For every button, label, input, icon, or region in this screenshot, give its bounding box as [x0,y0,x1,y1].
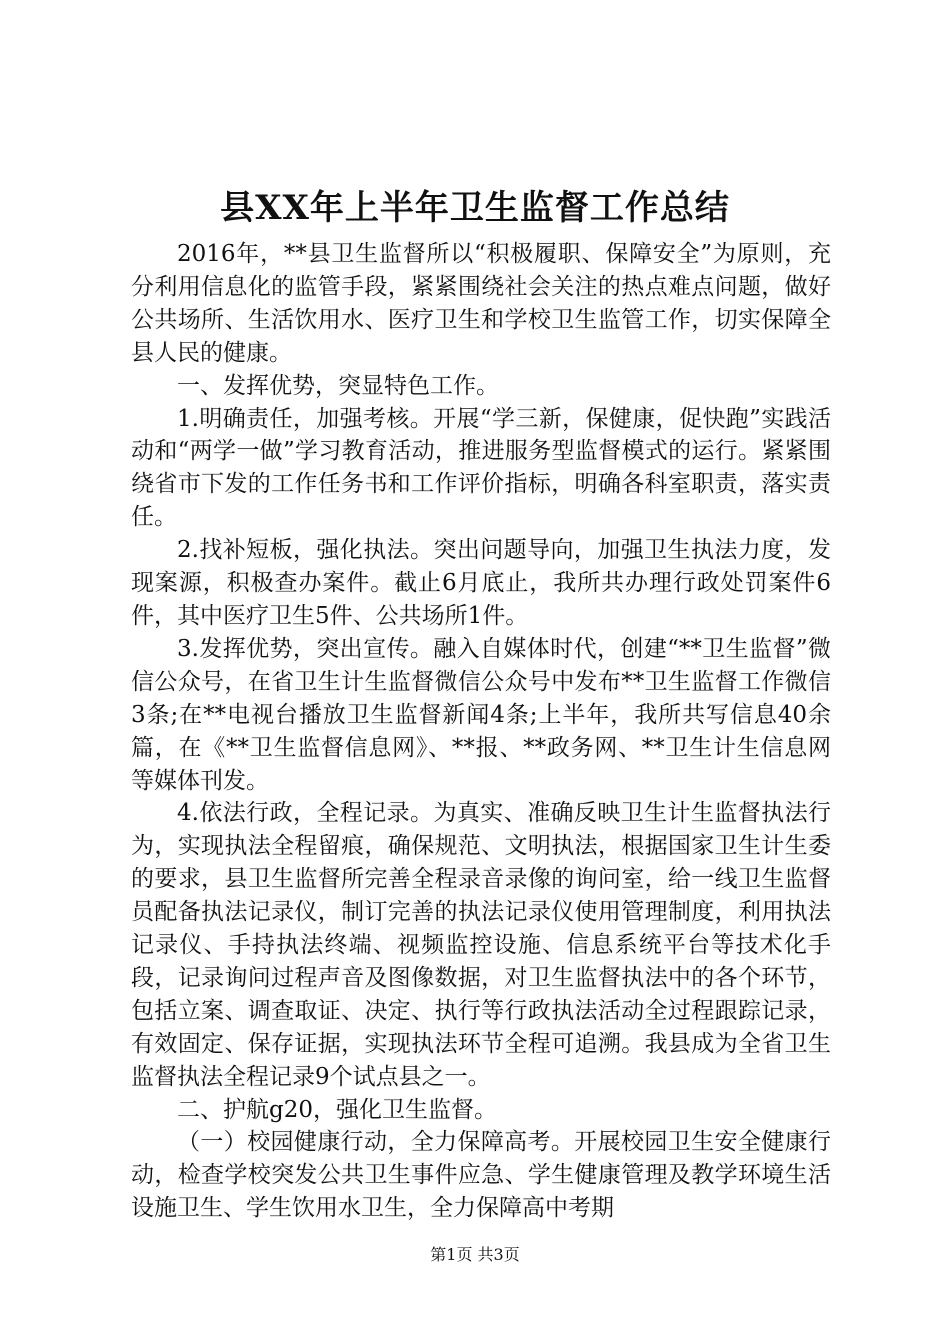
section-heading-1: 一、发挥优势，突显特色工作。 [177,372,499,399]
page-footer: 第1页 共3页 [430,1245,520,1264]
document-title: 县XX年上半年卫生监督工作总结 [220,188,730,228]
paragraph-item-2: 2.找补短板，强化执法。突出问题导向，加强卫生执法力度，发现案源，积极查办案件。截止6月底止，我所共办理行政处罚案件6件，其中医疗卫生5件、公共场所1件。 [131,537,831,629]
paragraph-item-3: 3.发挥优势，突出宣传。融入自媒体时代，创建“**卫生监督”微信公众号，在省卫生计生监督微信公众号中发布**卫生监督工作微信3条;在**电视台播放卫生监督新闻4条;上半年，我所共写信息40余篇，在《**卫生监督信息网》、**报、**政务网、**卫生计生信息网等媒体刊发。 [131,635,831,794]
paragraph-item-1: 1.明确责任，加强考核。开展“学三新，保健康，促快跑”实践活动和“两学一做”学习教育活动，推进服务型监督模式的运行。紧紧围绕省市下发的工作任务书和工作评价指标，明确各科室职责，落实责任。 [131,405,831,531]
document-body [131,238,831,1225]
paragraph-subitem-1: （一）校园健康行动，全力保障高考。开展校园卫生安全健康行动，检查学校突发公共卫生事件应急、学生健康管理及教学环境生活设施卫生、学生饮用水卫生，全力保障高中考期 [131,1129,831,1222]
section-heading-2: 二、护航g20，强化卫生监督。 [177,1096,497,1123]
paragraph-intro: 2016年，**县卫生监督所以“积极履职、保障安全”为原则，充分利用信息化的监管手段，紧紧围绕社会关注的热点难点问题，做好公共场所、生活饮用水、医疗卫生和学校卫生监管工作，切实保障全县人民的健康。 [131,241,831,366]
paragraph-item-4: 4.依法行政，全程记录。为真实、准确反映卫生计生监督执法行为，实现执法全程留痕，确保规范、文明执法，根据国家卫生计生委的要求，县卫生监督所完善全程录音录像的询问室，给一线卫生监督员配备执法记录仪，制订完善的执法记录仪使用管理制度，利用执法记录仪、手持执法终端、视频监控设施、信息系统平台等技术化手段，记录询问过程声音及图像数据，对卫生监督执法中的各个环节，包括立案、调查取证、决定、执行等行政执法活动全过程跟踪记录，有效固定、保存证据，实现执法环节全程可追溯。我县成为全省卫生监督执法全程记录9个试点县之一。 [131,800,831,1090]
